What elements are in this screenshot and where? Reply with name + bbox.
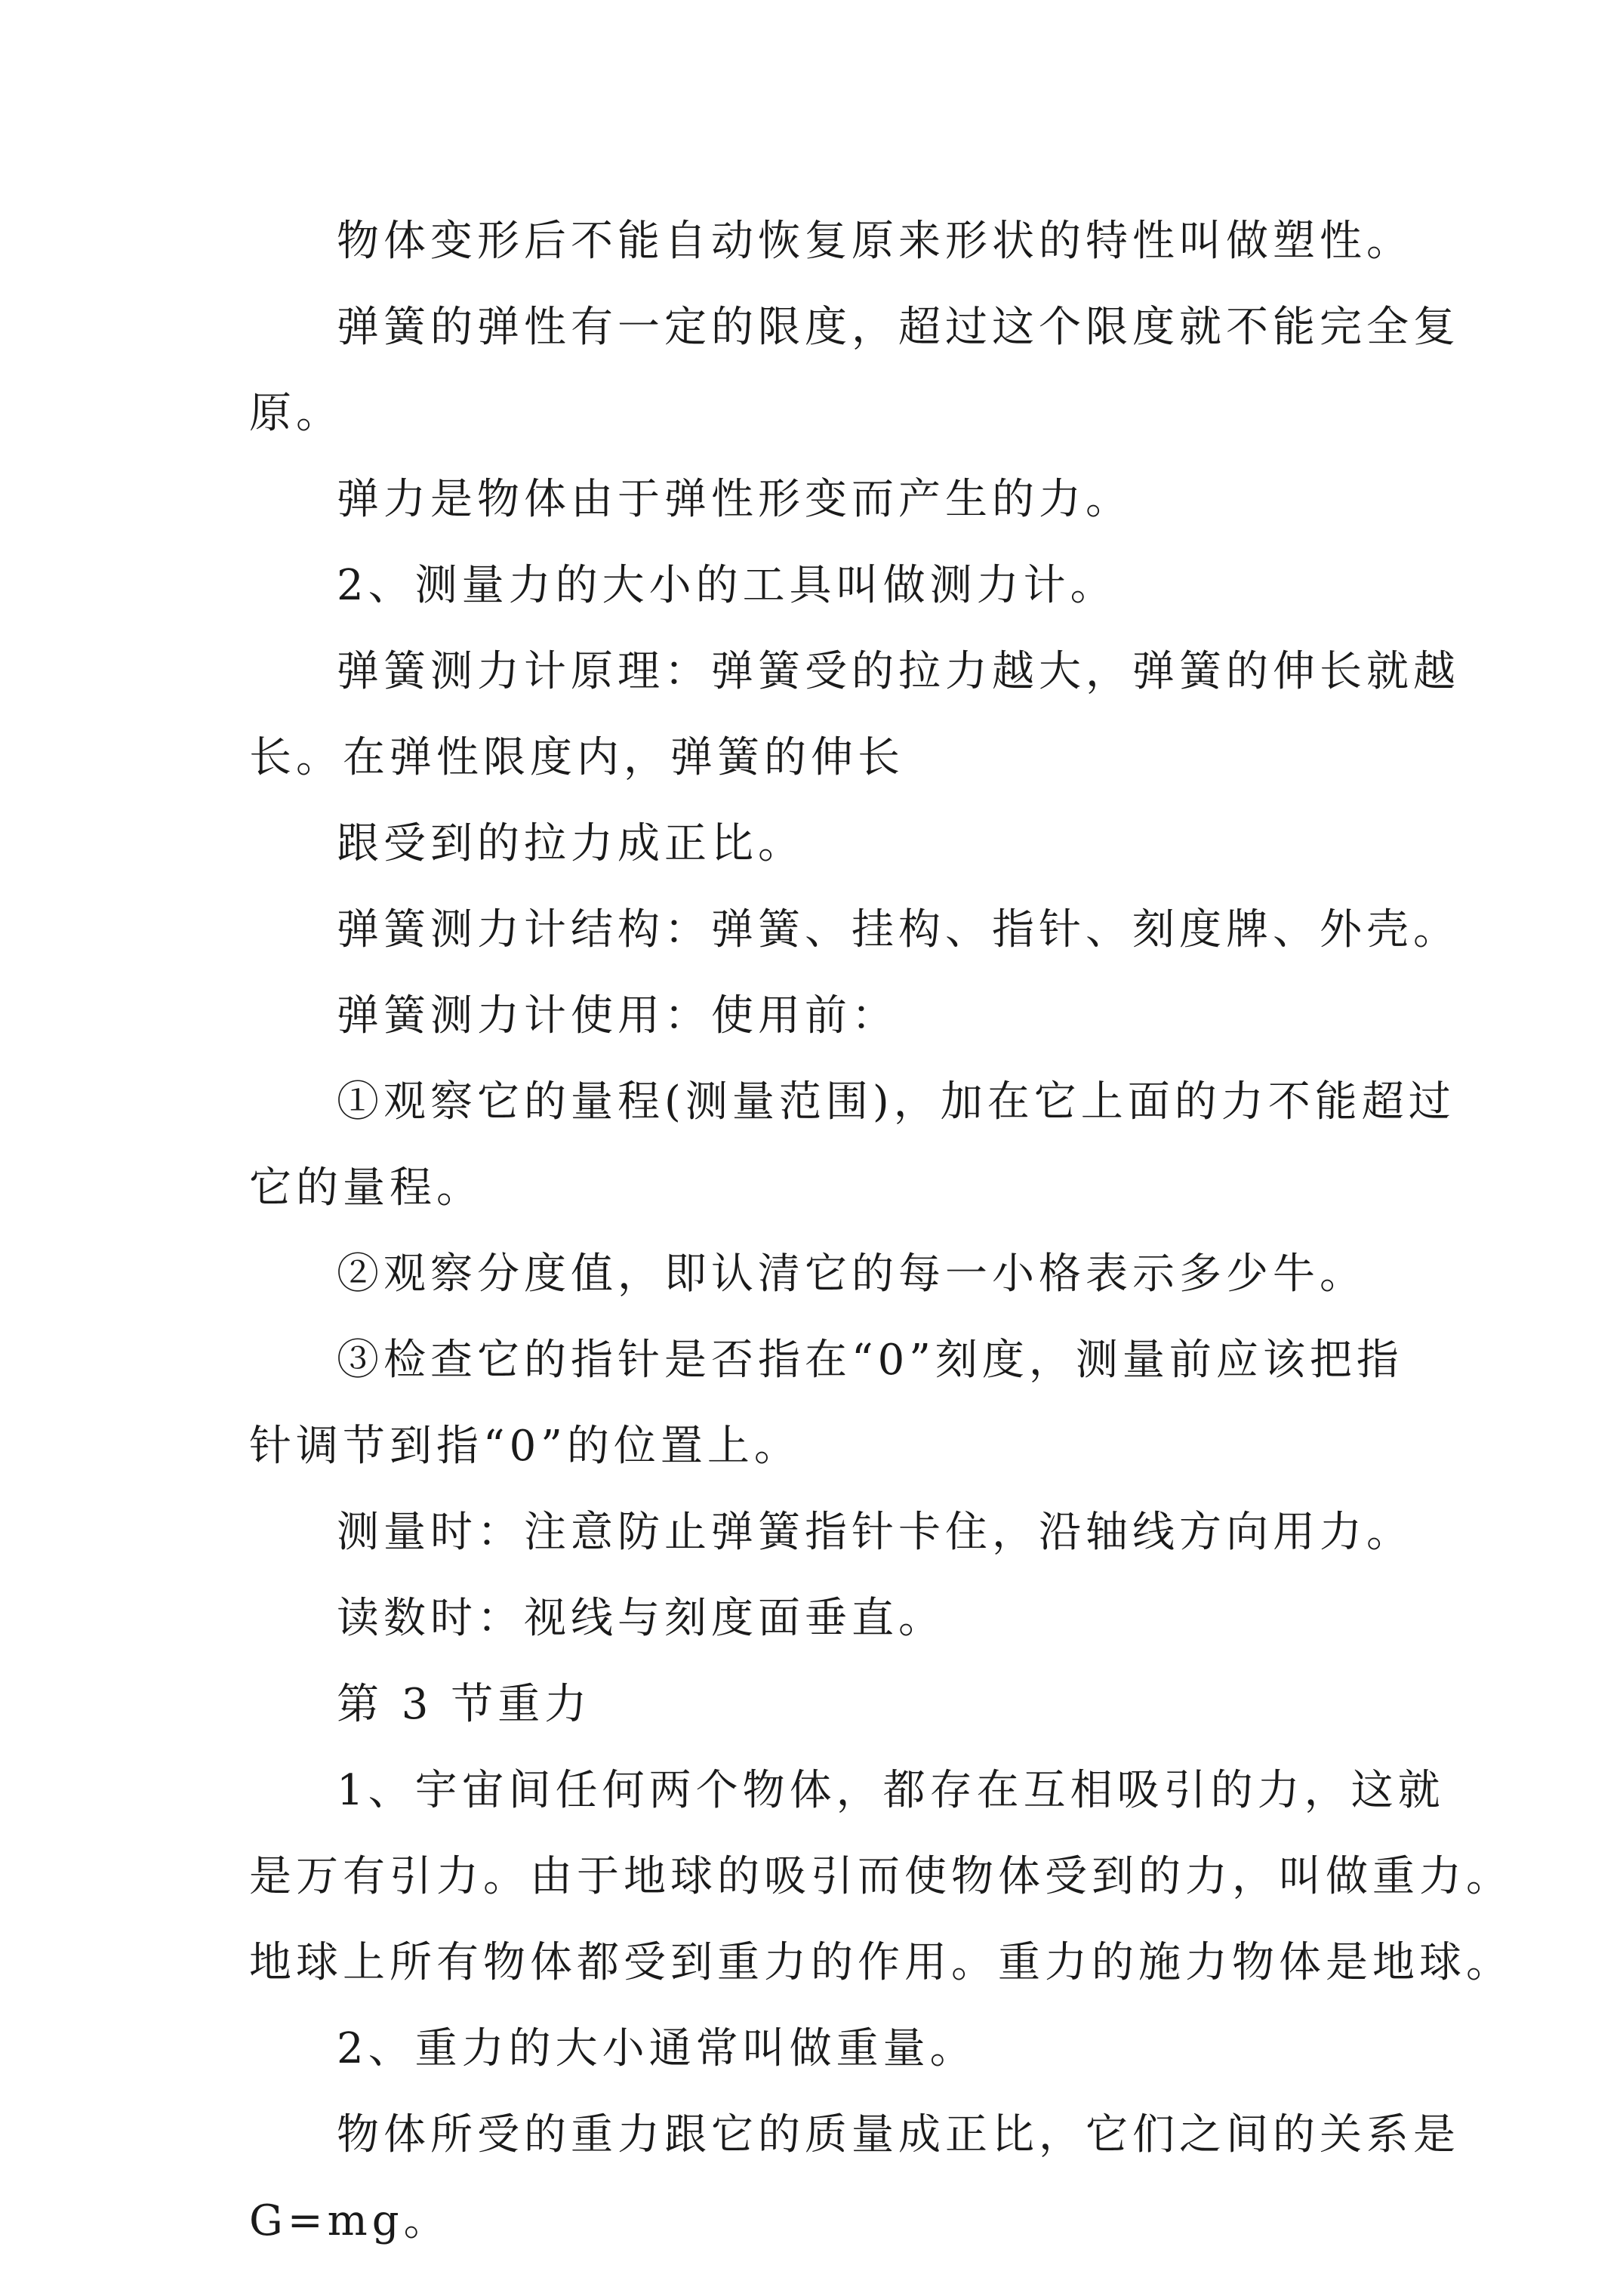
paragraph-line: 跟受到的拉力成正比。 xyxy=(337,819,805,868)
paragraph-line: ①观察它的量程(测量范围)，加在它上面的力不能超过 xyxy=(337,1077,1455,1126)
paragraph-line: 2、重力的大小通常叫做重量。 xyxy=(337,2024,977,2073)
paragraph-line: 物体所受的重力跟它的质量成正比，它们之间的关系是 xyxy=(337,2110,1460,2159)
paragraph-line: 长。在弹性限度内，弹簧的伸长 xyxy=(249,733,904,782)
paragraph-line: 是万有引力。由于地球的吸引而使物体受到的力，叫做重力。 xyxy=(249,1852,1513,1901)
paragraph-line: 物体变形后不能自动恢复原来形状的特性叫做塑性。 xyxy=(337,217,1413,266)
paragraph-line: 2、测量力的大小的工具叫做测力计。 xyxy=(337,561,1117,610)
paragraph-line: 弹簧测力计结构：弹簧、挂构、指针、刻度牌、外壳。 xyxy=(337,905,1460,954)
paragraph-line: ②观察分度值，即认清它的每一小格表示多少牛。 xyxy=(337,1250,1366,1299)
paragraph-line: 弹簧测力计原理：弹簧受的拉力越大，弹簧的伸长就越 xyxy=(337,647,1460,696)
paragraph-line: 地球上所有物体都受到重力的作用。重力的施力物体是地球。 xyxy=(249,1938,1513,1987)
paragraph-line: 读数时：视线与刻度面垂直。 xyxy=(337,1594,945,1643)
paragraph-line: 弹簧的弹性有一定的限度，超过这个限度就不能完全复 xyxy=(337,303,1460,352)
section-heading: 第 3 节重力 xyxy=(337,1680,592,1729)
paragraph-line: ③检查它的指针是否指在“0”刻度，测量前应该把指 xyxy=(337,1336,1403,1385)
formula-line: G=mg。 xyxy=(249,2196,451,2245)
paragraph-line: 弹力是物体由于弹性形变而产生的力。 xyxy=(337,475,1132,524)
paragraph-line: 1、宇宙间任何两个物体，都存在互相吸引的力，这就 xyxy=(337,1766,1445,1815)
paragraph-line: 测量时：注意防止弹簧指针卡住，沿轴线方向用力。 xyxy=(337,1508,1413,1557)
paragraph-line: 它的量程。 xyxy=(249,1163,483,1213)
paragraph-line: 针调节到指“0”的位置上。 xyxy=(249,1422,801,1471)
paragraph-line: 原。 xyxy=(249,389,343,438)
paragraph-line: 弹簧测力计使用：使用前： xyxy=(337,991,898,1040)
